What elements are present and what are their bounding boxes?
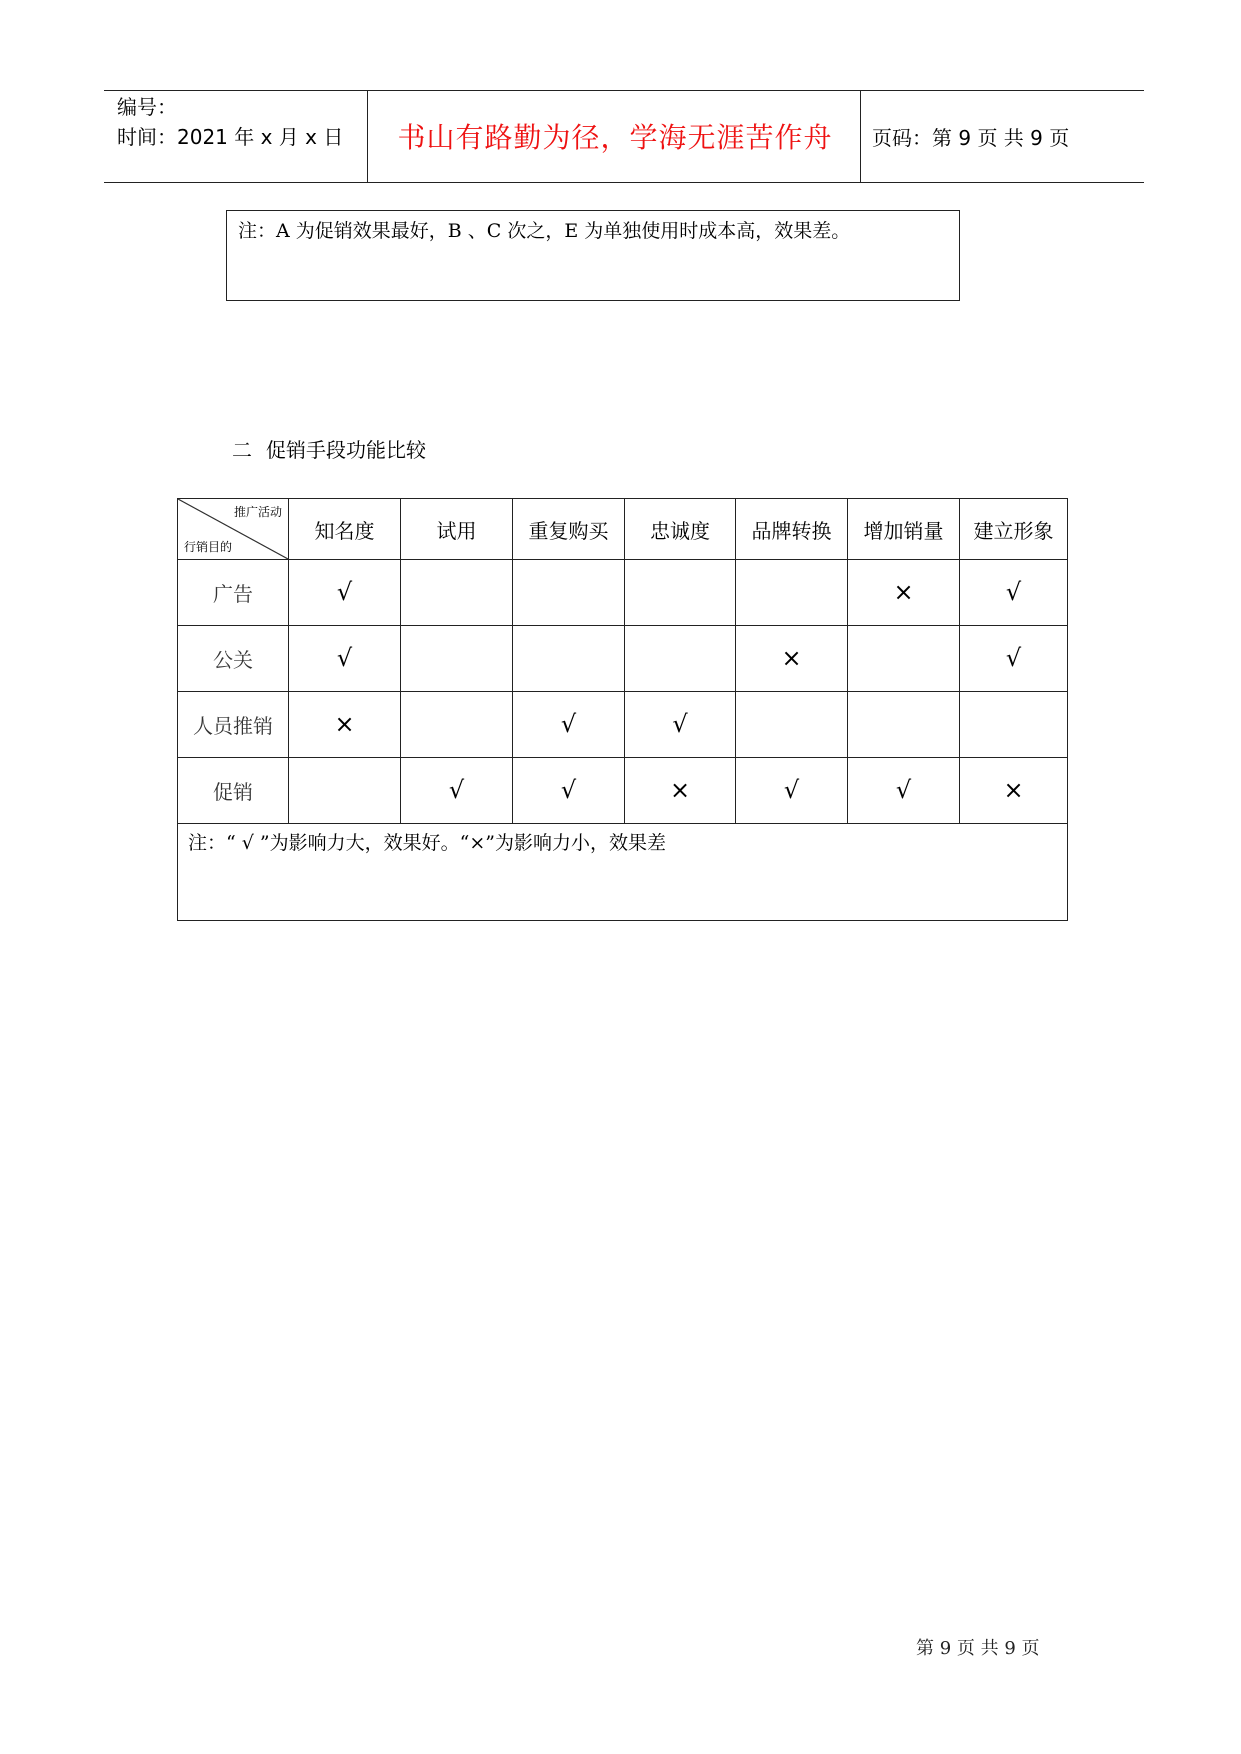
diagonal-header-top: 推广活动 [233,505,282,519]
table-cell [513,626,625,692]
table-note-row [178,824,1068,921]
section-heading [232,434,426,463]
table-header-row [178,499,1068,560]
table-cell [960,758,1068,824]
row-header: 广告 [178,560,289,626]
row-header: 公关 [178,626,289,692]
table-row [178,626,1068,692]
header-meta [117,92,343,152]
rating-mark: × [781,644,802,672]
rating-mark: √ [895,776,912,804]
table-cell [513,692,625,758]
section-title: 促销手段功能比较 [266,438,426,462]
row-header: 人员推销 [178,692,289,758]
promotion-effect-note: 注：A 为促销效果最好，B 、C 次之，E 为单独使用时成本高，效果差。 [226,210,960,301]
table-cell [848,758,960,824]
table-cell [848,560,960,626]
diagonal-header-bottom: 行销目的 [184,540,233,554]
header-page-label: 页码：第 9 页 共 9 页 [872,126,1070,150]
table-cell [289,692,401,758]
column-header: 建立形象 [960,499,1068,560]
rating-mark: √ [336,644,353,672]
header-divider-left [367,90,368,182]
table-cell [625,692,736,758]
section-number: 二 [232,438,252,462]
header-divider-right [860,90,861,182]
column-header: 知名度 [289,499,401,560]
page-footer: 第 9 页 共 9 页 [916,1638,1040,1659]
table-cell [625,626,736,692]
rating-mark: × [334,710,355,738]
table-cell [513,560,625,626]
table-cell [736,692,848,758]
rating-mark: × [669,776,691,804]
column-header: 忠诚度 [625,499,736,560]
header-motto: 书山有路勤为径，学海无涯苦作舟 [397,121,833,154]
table-cell [625,560,736,626]
table-row [178,560,1068,626]
header-bottom-rule [104,182,1144,183]
rating-mark: √ [560,710,577,738]
column-header: 品牌转换 [736,499,848,560]
table-cell [401,560,513,626]
table-cell [625,758,736,824]
rating-mark: √ [336,578,353,606]
table-cell [513,758,625,824]
column-header: 增加销量 [848,499,960,560]
table-cell [289,560,401,626]
table-cell [401,758,513,824]
table-row [178,758,1068,824]
rating-mark: √ [1005,644,1022,672]
rating-mark: × [893,578,914,606]
column-header: 试用 [401,499,513,560]
rating-mark: √ [560,776,577,804]
rating-mark: √ [672,710,688,738]
promotion-comparison-table [177,498,1068,921]
row-header: 促销 [178,758,289,824]
table-cell [960,560,1068,626]
document-time-label: 时间：2021 年 x 月 x 日 [117,125,344,149]
table-cell [401,626,513,692]
column-header: 重复购买 [513,499,625,560]
table-cell [289,626,401,692]
table-cell [736,758,848,824]
table-cell [289,758,401,824]
rating-mark: √ [448,776,465,804]
table-legend-note: 注：“ √ ”为影响力大，效果好。“×”为影响力小，效果差 [178,824,1068,921]
document-number-label: 编号： [117,95,177,119]
rating-mark: √ [1005,578,1022,606]
table-cell [960,692,1068,758]
table-cell [401,692,513,758]
rating-mark: √ [783,776,800,804]
table-cell [848,626,960,692]
table-cell [848,692,960,758]
table-cell [736,626,848,692]
rating-mark: × [1003,776,1024,804]
table-cell [960,626,1068,692]
table-row [178,692,1068,758]
diagonal-header-cell [178,499,289,560]
table-cell [736,560,848,626]
